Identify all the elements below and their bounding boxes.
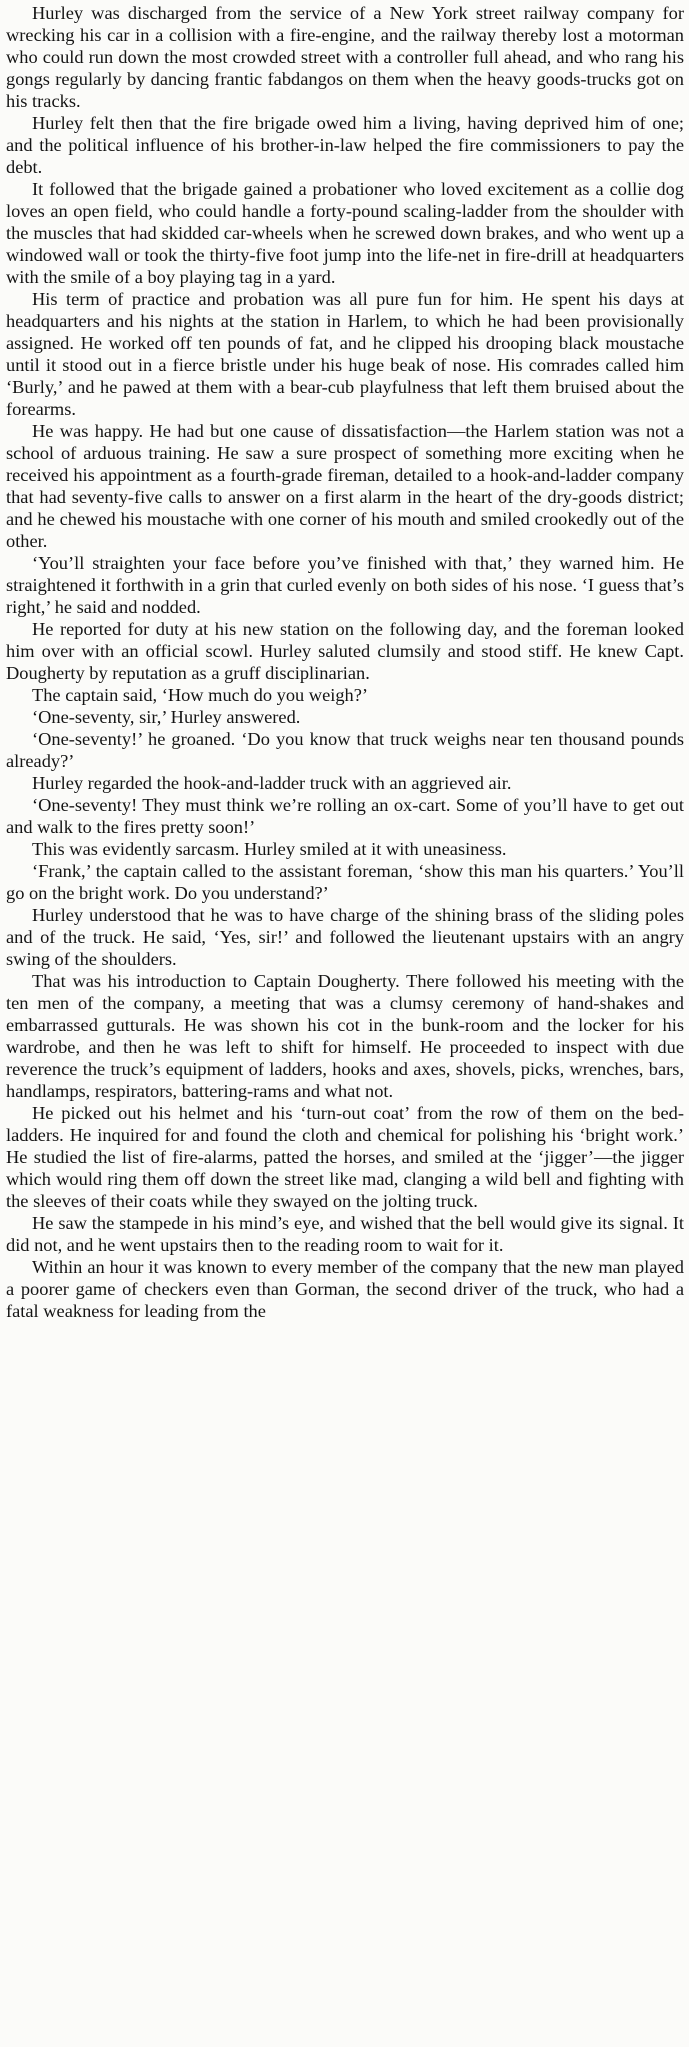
paragraph: That was his introduction to Captain Dougherty. There followed his meeting with the ten men of the company, a meeting that was a clumsy ceremony of hand-shakes and embarrassed gutturals. He was shown his cot in the bunk-room and the locker for his wardrobe, and then he was left to shift for himself. He proceeded to inspect with due reverence the truck’s equipment of ladders, hooks and axes, shovels, picks, wrenches, bars, handlamps, respirators, battering-rams and what not.	[6, 971, 684, 1101]
paragraph: His term of practice and probation was all pure fun for him. He spent his days at headquarters and his nights at the station in Harlem, to which he had been provisionally assigned. He worked off ten pounds of fat, and he clipped his drooping black moustache until it stood out in a fierce bristle under his huge beak of nose. His comrades called him ‘Burly,’ and he pawed at them with a bear-cub playfulness that left them bruised about the forearms.	[6, 289, 684, 419]
paragraph: He picked out his helmet and his ‘turn-out coat’ from the row of them on the bed-ladders. He inquired for and found the cloth and chemical for polishing his ‘bright work.’ He studied the list of fire-alarms, patted the horses, and smiled at the ‘jigger’—the jigger which would ring them off down the street like mad, clanging a wild bell and fighting with the sleeves of their coats while they swayed on the jolting truck.	[6, 1103, 684, 1211]
paragraph: Hurley regarded the hook-and-ladder truck with an aggrieved air.	[32, 773, 512, 793]
paragraph: ‘One-seventy! They must think we’re rolling an ox-cart. Some of you’ll have to get out and walk to the fires pretty soon!’	[6, 795, 684, 837]
paragraph: The captain said, ‘How much do you weigh?’	[32, 685, 369, 705]
paragraph: ‘Frank,’ the captain called to the assistant foreman, ‘show this man his quarters.’ You’ll go on the bright work. Do you understand?’	[6, 861, 684, 903]
paragraph: He was happy. He had but one cause of dissatisfaction—the Harlem station was not a school of arduous training. He saw a sure prospect of something more exciting when he received his appointment as a fourth-grade fireman, detailed to a hook-and-ladder company that had seventy-five calls to answer on a first alarm in the heart of the dry-goods district; and he chewed his moustache with one corner of his mouth and smiled crookedly out of the other.	[6, 421, 684, 551]
paragraph: ‘One-seventy, sir,’ Hurley answered.	[32, 707, 301, 727]
paragraph: This was evidently sarcasm. Hurley smiled at it with uneasiness.	[32, 839, 507, 859]
paragraph: Hurley understood that he was to have charge of the shining brass of the sliding poles and of the truck. He said, ‘Yes, sir!’ and followed the lieutenant upstairs with an angry swing of the shoulders.	[6, 905, 684, 969]
paragraph: Hurley felt then that the fire brigade owed him a living, having deprived him of one; and the political influence of his brother-in-law helped the fire commissioners to pay the debt.	[6, 113, 684, 177]
paragraph: He reported for duty at his new station on the following day, and the foreman looked him over with an official scowl. Hurley saluted clumsily and stood stiff. He knew Capt. Dougherty by reputation as a gruff disciplinarian.	[6, 619, 684, 683]
paragraph: Within an hour it was known to every member of the company that the new man played a poorer game of checkers even than Gorman, the second driver of the truck, who had a fatal weakness for leading from the	[6, 1257, 684, 1321]
paragraph: It followed that the brigade gained a probationer who loved excitement as a collie dog loves an open field, who could handle a forty-pound scaling-ladder from the shoulder with the muscles that had skidded car-wheels when he screwed down brakes, and who went up a windowed wall or took the thirty-five foot jump into the life-net in fire-drill at headquarters with the smile of a boy playing tag in a yard.	[6, 179, 684, 287]
paragraph: ‘One-seventy!’ he groaned. ‘Do you know that truck weighs near ten thousand pounds already?’	[6, 729, 684, 771]
article-column	[6, 2, 684, 1322]
paragraph: Hurley was discharged from the service of a New York street railway company for wrecking his car in a collision with a fire-engine, and the railway thereby lost a motorman who could run down the most crowded street with a controller full ahead, and who rang his gongs regularly by dancing frantic fabdangos on them when the heavy goods-trucks got on his tracks.	[6, 3, 684, 111]
paragraph: He saw the stampede in his mind’s eye, and wished that the bell would give its signal. It did not, and he went upstairs then to the reading room to wait for it.	[6, 1213, 684, 1255]
paragraph: ‘You’ll straighten your face before you’ve finished with that,’ they warned him. He straightened it forthwith in a grin that curled evenly on both sides of his nose. ‘I guess that’s right,’ he said and nodded.	[6, 553, 684, 617]
